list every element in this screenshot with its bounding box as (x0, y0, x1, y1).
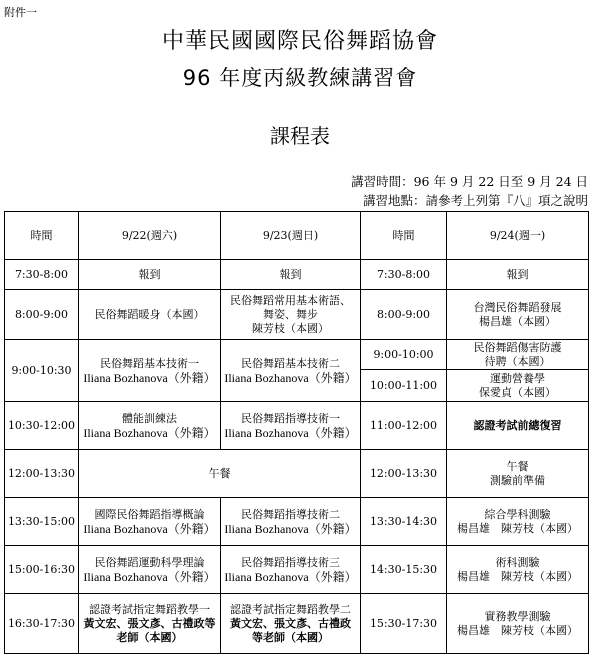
session-time: 講習時間：96 年 9 月 22 日至 9 月 24 日 (351, 174, 588, 189)
session-title: 認證考試指定舞蹈教學一 (89, 602, 210, 616)
time-cell: 10:30-12:00 (5, 402, 79, 450)
session-cell (447, 498, 589, 546)
instructor: 黃文宏、張文彥、古禮政 (230, 616, 351, 630)
instructor: 保愛貞（本國） (479, 385, 556, 399)
session-title: 民俗舞蹈基本技術二 (241, 356, 340, 370)
time-cell: 10:00-11:00 (361, 370, 447, 402)
session-cell: 報到 (447, 260, 589, 290)
session-cell (447, 340, 589, 370)
session-title: 實務教學測驗 (484, 609, 551, 623)
instructor: 黃文宏、張文彥、古禮政等 (83, 616, 216, 630)
session-title: 民俗舞蹈常用基本術語、 (230, 293, 351, 307)
table-row (5, 594, 589, 654)
time-cell: 7:30-8:00 (5, 260, 79, 290)
session-title: 民俗舞蹈指導技術二 (241, 507, 340, 521)
event-title: 96 年度丙級教練講習會 (182, 66, 418, 90)
lunch-cell: 午餐 (79, 450, 361, 498)
instructor: 老師（本國） (116, 630, 183, 644)
session-cell (221, 594, 361, 654)
schedule-title: 課程表 (270, 124, 330, 148)
time-cell: 14:30-15:30 (361, 546, 447, 594)
session-title: 認證考試指定舞蹈教學二 (230, 602, 351, 616)
session-cell (79, 546, 221, 594)
session-cell (447, 546, 589, 594)
session-cell: 民俗舞蹈暖身（本國） (79, 290, 221, 340)
session-title: 運動營養學 (490, 371, 545, 385)
association-title: 中華民國國際民俗舞蹈協會 (161, 29, 438, 54)
time-cell: 13:30-15:00 (5, 498, 79, 546)
session-cell (79, 340, 221, 402)
instructor: Iliana Bozhanova（外籍） (224, 425, 357, 440)
session-title: 民俗舞蹈指導技術三 (241, 555, 340, 569)
instructor: 楊昌雄 陳芳枝（本國） (457, 569, 578, 583)
header-day1: 9/22(週六) (79, 212, 221, 260)
session-title: 術科測驗 (495, 555, 540, 569)
table-row (5, 498, 589, 546)
session-cell (221, 498, 361, 546)
session-title: 國際民俗舞蹈指導概論 (94, 507, 205, 521)
time-cell: 12:00-13:30 (361, 450, 447, 498)
instructor: Iliana Bozhanova（外籍） (83, 370, 216, 385)
instructor: 等老師（本國） (252, 630, 329, 644)
session-title: 民俗舞蹈指導技術一 (241, 411, 340, 425)
session-cell (221, 546, 361, 594)
time-cell: 12:00-13:30 (5, 450, 79, 498)
schedule-table (4, 211, 589, 654)
session-cell (447, 450, 589, 498)
table-row (5, 546, 589, 594)
instructor: Iliana Bozhanova（外籍） (224, 370, 357, 385)
table-row (5, 260, 589, 290)
session-subtitle: 測驗前準備 (490, 473, 545, 487)
session-title: 民俗舞蹈運動科學理論 (94, 555, 205, 569)
session-cell (447, 370, 589, 402)
session-title: 午餐 (506, 459, 529, 473)
table-row (5, 450, 589, 498)
table-row (5, 290, 589, 340)
session-cell (79, 498, 221, 546)
time-cell: 7:30-8:00 (361, 260, 447, 290)
instructor: Iliana Bozhanova（外籍） (83, 521, 216, 536)
session-title: 體能訓練法 (122, 411, 177, 425)
session-subtitle: 舞姿、舞步 (263, 307, 318, 321)
time-cell: 11:00-12:00 (361, 402, 447, 450)
session-cell (221, 402, 361, 450)
instructor: Iliana Bozhanova（外籍） (83, 569, 216, 584)
instructor: Iliana Bozhanova（外籍） (224, 521, 357, 536)
time-cell: 8:00-9:00 (5, 290, 79, 340)
session-cell (221, 290, 361, 340)
session-cell (447, 594, 589, 654)
session-cell (79, 402, 221, 450)
session-cell: 報到 (79, 260, 221, 290)
time-cell: 13:30-14:30 (361, 498, 447, 546)
instructor: 陳芳枝（本國） (252, 321, 329, 335)
session-cell: 報到 (221, 260, 361, 290)
session-title: 民俗舞蹈傷害防護 (473, 340, 562, 354)
session-cell (79, 594, 221, 654)
session-title: 綜合學科測驗 (484, 507, 551, 521)
instructor: 待聘（本國） (484, 354, 551, 368)
instructor: 楊昌雄 陳芳枝（本國） (457, 521, 578, 535)
time-cell: 16:30-17:30 (5, 594, 79, 654)
session-place: 講習地點：請參考上列第『八』項之說明 (362, 193, 588, 208)
session-cell (447, 290, 589, 340)
header-row (5, 212, 589, 260)
instructor: 楊昌雄 陳芳枝（本國） (457, 623, 578, 637)
time-cell: 15:30-17:30 (361, 594, 447, 654)
table-row (5, 402, 589, 450)
header-time: 時間 (5, 212, 79, 260)
session-cell: 認證考試前總復習 (447, 402, 589, 450)
time-cell: 9:00-10:30 (5, 340, 79, 402)
time-cell: 15:00-16:30 (5, 546, 79, 594)
instructor: 楊昌雄（本國） (479, 314, 556, 328)
time-cell: 9:00-10:00 (361, 340, 447, 370)
header-day3: 9/24(週一) (447, 212, 589, 260)
instructor: Iliana Bozhanova（外籍） (83, 425, 216, 440)
annex-label: 附件一 (4, 6, 37, 19)
header-time2: 時間 (361, 212, 447, 260)
instructor: Iliana Bozhanova（外籍） (224, 569, 357, 584)
session-title: 台灣民俗舞蹈發展 (473, 300, 562, 314)
session-title: 民俗舞蹈基本技術一 (100, 356, 199, 370)
header-day2: 9/23(週日) (221, 212, 361, 260)
session-cell (221, 340, 361, 402)
table-row (5, 340, 589, 370)
time-cell: 8:00-9:00 (361, 290, 447, 340)
